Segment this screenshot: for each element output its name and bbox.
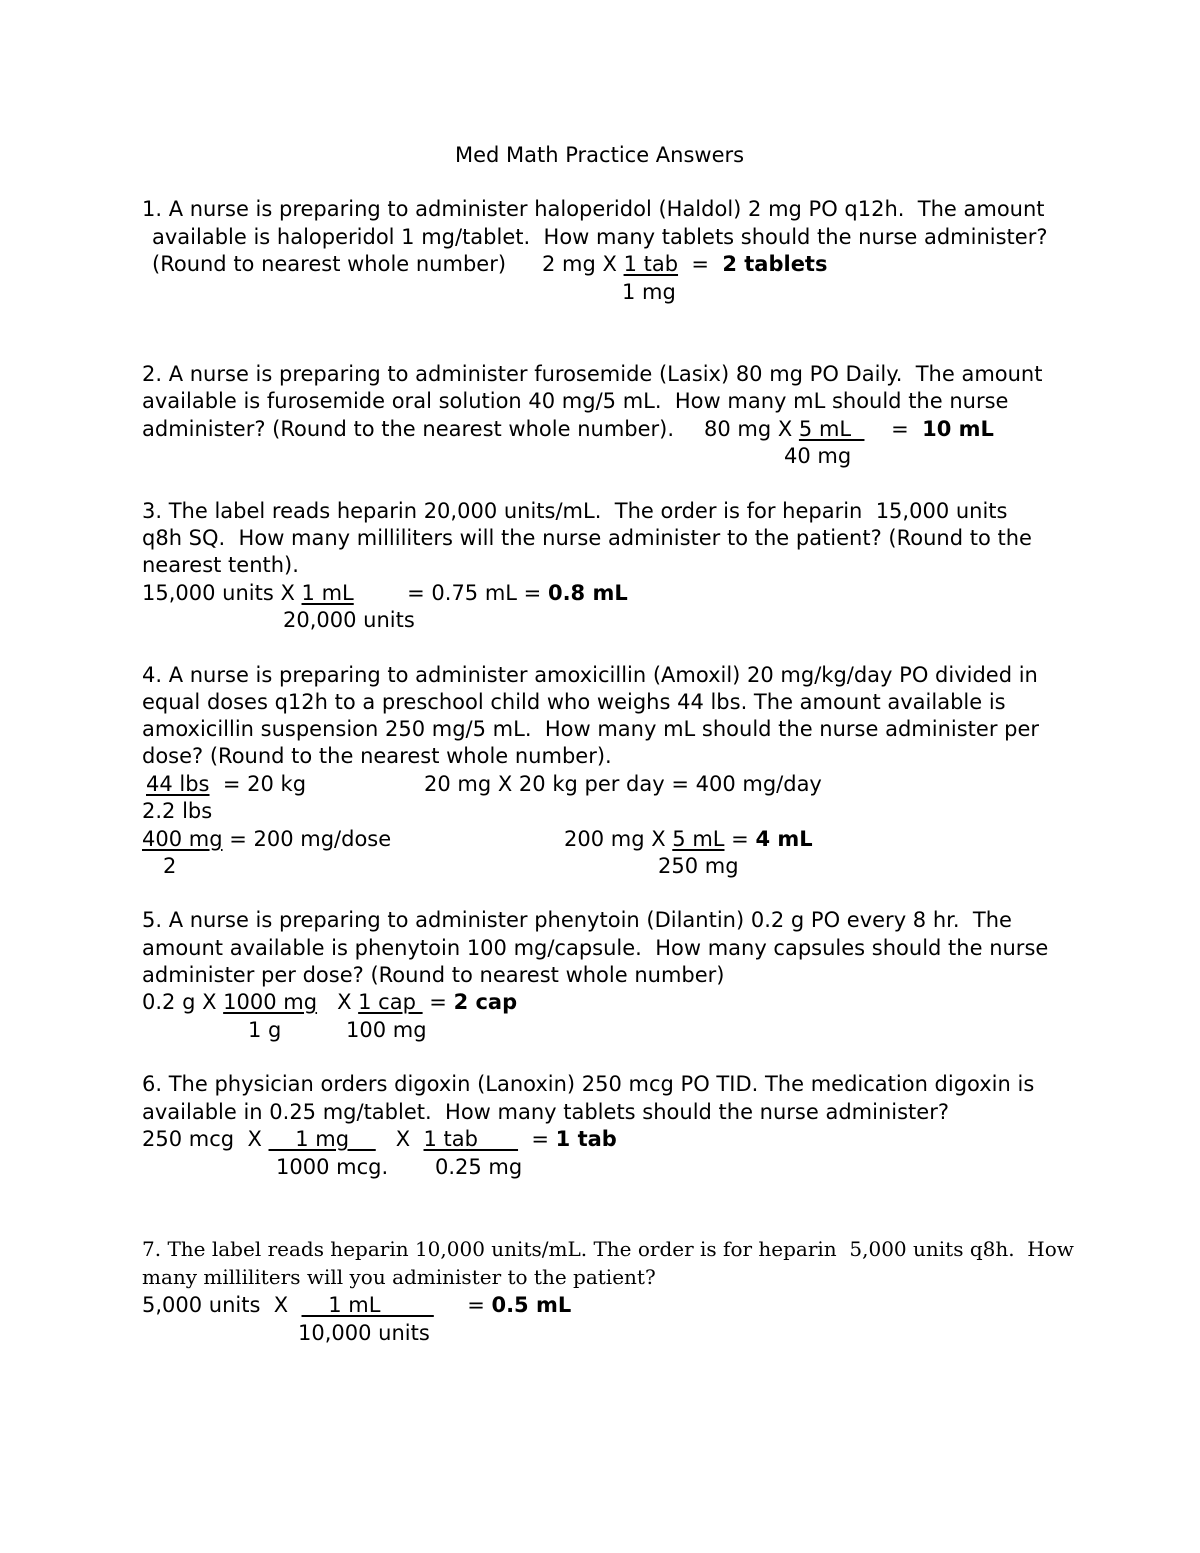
q4-line-4: dose? (Round to the nearest whole number). (142, 744, 612, 768)
q5-denominator-1: 1 g (248, 1018, 282, 1042)
q3-calc-denominator: 20,000 units (283, 608, 415, 632)
q4-dose-result: = 200 mg/dose (222, 827, 392, 851)
q4-dose-division (142, 826, 391, 853)
q6-line-1: 6. The physician orders digoxin (Lanoxin) 250 mcg PO TID. The medication digoxin is (142, 1072, 1035, 1096)
q1-answer: 2 tablets (722, 252, 828, 276)
q6-denominator-1: 1000 mcg. (276, 1155, 389, 1179)
q5-line-3: administer per dose? (Round to nearest whole number) (142, 963, 725, 987)
q4-line-2: equal doses q12h to a preschool child who weighs 44 lbs. The amount available is (142, 690, 1006, 714)
q5-line-2: amount available is phenytoin 100 mg/capsule. How many capsules should the nurse (142, 936, 1049, 960)
q4-weight-denominator: 2.2 lbs (142, 799, 213, 823)
q7-calc-equals: = (433, 1293, 492, 1317)
q2-calc-denominator: 40 mg (784, 444, 852, 468)
q1-calc-numerator: 1 tab (623, 252, 679, 276)
q7-calc-lead: 5,000 units X (142, 1293, 302, 1317)
q4-volume-denominator: 250 mg (658, 854, 739, 878)
q3-calculation (142, 580, 628, 607)
q7-calc-numerator: 1 mL (301, 1293, 434, 1317)
q6-calc-lead: 250 mcg X (142, 1127, 269, 1151)
q5-calc-times: X (317, 990, 359, 1014)
q5-calc-numerator-1: 1000 mg (223, 990, 318, 1014)
q5-calc-equals: = (422, 990, 454, 1014)
q4-answer: 4 mL (755, 827, 813, 851)
q3-calc-lead: 15,000 units X (142, 581, 302, 605)
q4-volume-calculation (564, 826, 813, 853)
q6-line-2: available in 0.25 mg/tablet. How many tablets should the nurse administer? (142, 1100, 949, 1124)
q7-calculation (142, 1292, 571, 1319)
q6-calc-equals: = (518, 1127, 556, 1151)
q3-line-3: nearest tenth). (142, 553, 299, 577)
q4-line-3: amoxicillin suspension 250 mg/5 mL. How many mL should the nurse administer per (142, 717, 1040, 741)
q7-line-1: 7. The label reads heparin 10,000 units/mL. The order is for heparin 5,000 units q8h. How (142, 1237, 1074, 1261)
q5-calculation (142, 989, 517, 1016)
q3-line-2: q8h SQ. How many milliliters will the nurse administer to the patient? (Round to the (142, 526, 1032, 550)
q3-answer: 0.8 mL (547, 581, 628, 605)
q2-calc-numerator: 5 mL (798, 417, 865, 441)
q3-calc-equals: = 0.75 mL = (353, 581, 548, 605)
q4-weight-conversion (146, 771, 306, 798)
q1-line-3: (Round to nearest whole number) (152, 252, 507, 276)
q4-daily-dose: 20 mg X 20 kg per day = 400 mg/day (424, 772, 822, 796)
q1-calculation (542, 251, 827, 278)
q5-line-1: 5. A nurse is preparing to administer phenytoin (Dilantin) 0.2 g PO every 8 hr. The (142, 908, 1012, 932)
q6-calculation (142, 1126, 617, 1153)
q2-line-1: 2. A nurse is preparing to administer furosemide (Lasix) 80 mg PO Daily. The amount (142, 362, 1043, 386)
q7-answer: 0.5 mL (491, 1293, 572, 1317)
page-title: Med Math Practice Answers (455, 143, 745, 167)
q4-line-1: 4. A nurse is preparing to administer amoxicillin (Amoxil) 20 mg/kg/day PO divided in (142, 663, 1038, 687)
q2-line-2: available is furosemide oral solution 40 mg/5 mL. How many mL should the nurse (142, 389, 1009, 413)
q2-calculation (704, 416, 994, 443)
q6-answer: 1 tab (555, 1127, 617, 1151)
q4-weight-result: = 20 kg (209, 772, 307, 796)
q2-calc-lead: 80 mg X (704, 417, 799, 441)
q1-calc-equals: = (678, 252, 723, 276)
q2-calc-equals: = (864, 417, 923, 441)
q4-dose-denominator: 2 (163, 854, 177, 878)
q5-calc-numerator-2: 1 cap (358, 990, 423, 1014)
q4-volume-numerator: 5 mL (672, 827, 725, 851)
q5-denominator-2: 100 mg (346, 1018, 427, 1042)
q6-denominator-2: 0.25 mg (435, 1155, 523, 1179)
q1-calc-denominator: 1 mg (622, 280, 676, 304)
q2-answer: 10 mL (922, 417, 994, 441)
q4-volume-lead: 200 mg X (564, 827, 673, 851)
q1-calc-lead: 2 mg X (542, 252, 624, 276)
q7-calc-denominator: 10,000 units (298, 1321, 430, 1345)
q4-dose-numerator: 400 mg (142, 827, 223, 851)
q3-line-1: 3. The label reads heparin 20,000 units/mL. The order is for heparin 15,000 units (142, 499, 1008, 523)
q7-line-2: many milliliters will you administer to the patient? (142, 1265, 656, 1289)
q1-line-1: 1. A nurse is preparing to administer haloperidol (Haldol) 2 mg PO q12h. The amount (142, 197, 1045, 221)
q5-answer: 2 cap (453, 990, 518, 1014)
q3-calc-numerator: 1 mL (301, 581, 354, 605)
q1-line-2: available is haloperidol 1 mg/tablet. How many tablets should the nurse administer? (152, 225, 1048, 249)
q6-calc-numerator-2: 1 tab (423, 1127, 519, 1151)
q4-weight-numerator: 44 lbs (146, 772, 210, 796)
q5-calc-lead: 0.2 g X (142, 990, 224, 1014)
q6-calc-times: X (375, 1127, 424, 1151)
q2-line-3: administer? (Round to the nearest whole number). (142, 417, 675, 441)
q4-volume-equals: = (724, 827, 756, 851)
q6-calc-numerator-1: 1 mg (268, 1127, 376, 1151)
